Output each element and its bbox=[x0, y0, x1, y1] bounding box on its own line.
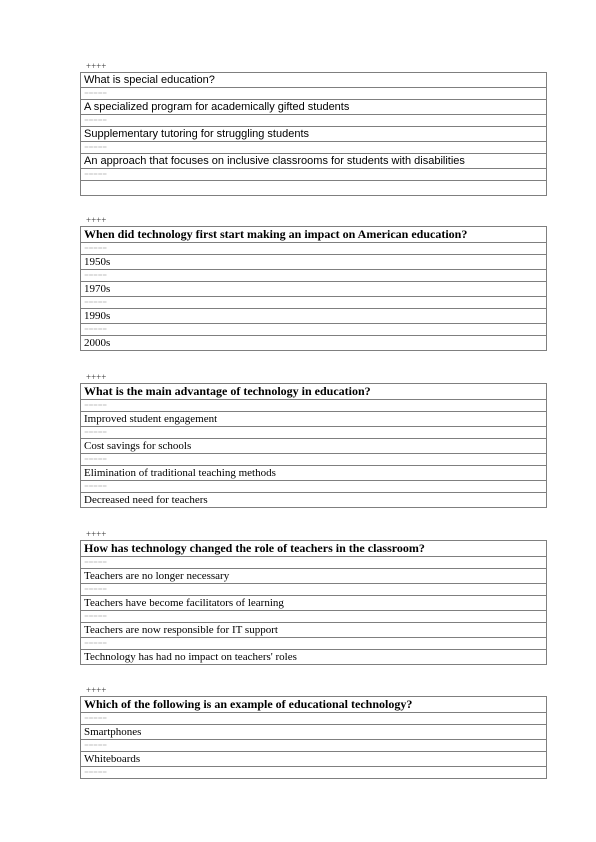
question-block-4 bbox=[80, 530, 547, 665]
answer-option: Teachers have become facilitators of learning bbox=[81, 596, 547, 611]
plus-marker: ++++ bbox=[86, 372, 107, 382]
answer-option: Whiteboards bbox=[81, 752, 547, 767]
separator: ===== bbox=[81, 584, 547, 596]
answer-option: Cost savings for schools bbox=[81, 439, 547, 454]
question-table bbox=[80, 383, 547, 508]
plus-marker: ++++ bbox=[86, 61, 107, 71]
separator: ===== bbox=[81, 169, 547, 181]
question-title: What is special education? bbox=[81, 73, 547, 88]
separator: ===== bbox=[81, 557, 547, 569]
question-block-5 bbox=[80, 686, 547, 779]
separator: ===== bbox=[81, 638, 547, 650]
answer-option: An approach that focuses on inclusive classrooms for students with disabilities bbox=[81, 154, 547, 169]
question-block-2 bbox=[80, 216, 547, 351]
plus-marker: ++++ bbox=[86, 529, 107, 539]
question-title: Which of the following is an example of educational technology? bbox=[81, 697, 547, 713]
separator: ===== bbox=[81, 324, 547, 336]
separator: ===== bbox=[81, 115, 547, 127]
separator: ===== bbox=[81, 142, 547, 154]
answer-option: 1950s bbox=[81, 255, 547, 270]
separator: ===== bbox=[81, 88, 547, 100]
question-title: How has technology changed the role of teachers in the classroom? bbox=[81, 541, 547, 557]
plus-marker: ++++ bbox=[86, 215, 107, 225]
question-table bbox=[80, 72, 547, 196]
separator: ===== bbox=[81, 400, 547, 412]
question-table bbox=[80, 696, 547, 779]
answer-option: Decreased need for teachers bbox=[81, 493, 547, 508]
answer-option: Elimination of traditional teaching methods bbox=[81, 466, 547, 481]
separator: ===== bbox=[81, 740, 547, 752]
separator: ===== bbox=[81, 243, 547, 255]
separator: ===== bbox=[81, 611, 547, 623]
question-block-1 bbox=[80, 62, 547, 196]
separator: ===== bbox=[81, 481, 547, 493]
answer-option: Technology has had no impact on teachers' roles bbox=[81, 650, 547, 665]
answer-option: Teachers are no longer necessary bbox=[81, 569, 547, 584]
answer-option: Teachers are now responsible for IT support bbox=[81, 623, 547, 638]
answer-option: 1990s bbox=[81, 309, 547, 324]
question-table bbox=[80, 226, 547, 351]
answer-option: Smartphones bbox=[81, 725, 547, 740]
question-title: When did technology first start making an impact on American education? bbox=[81, 227, 547, 243]
separator: ===== bbox=[81, 270, 547, 282]
answer-option: A specialized program for academically gifted students bbox=[81, 100, 547, 115]
separator: ===== bbox=[81, 767, 547, 779]
answer-option: Supplementary tutoring for struggling students bbox=[81, 127, 547, 142]
question-block-3 bbox=[80, 373, 547, 508]
answer-option: 1970s bbox=[81, 282, 547, 297]
answer-option: Improved student engagement bbox=[81, 412, 547, 427]
question-title: What is the main advantage of technology in education? bbox=[81, 384, 547, 400]
plus-marker: ++++ bbox=[86, 685, 107, 695]
separator: ===== bbox=[81, 297, 547, 309]
answer-option: 2000s bbox=[81, 336, 547, 351]
separator: ===== bbox=[81, 427, 547, 439]
question-table bbox=[80, 540, 547, 665]
separator: ===== bbox=[81, 454, 547, 466]
answer-option bbox=[81, 181, 547, 196]
separator: ===== bbox=[81, 713, 547, 725]
